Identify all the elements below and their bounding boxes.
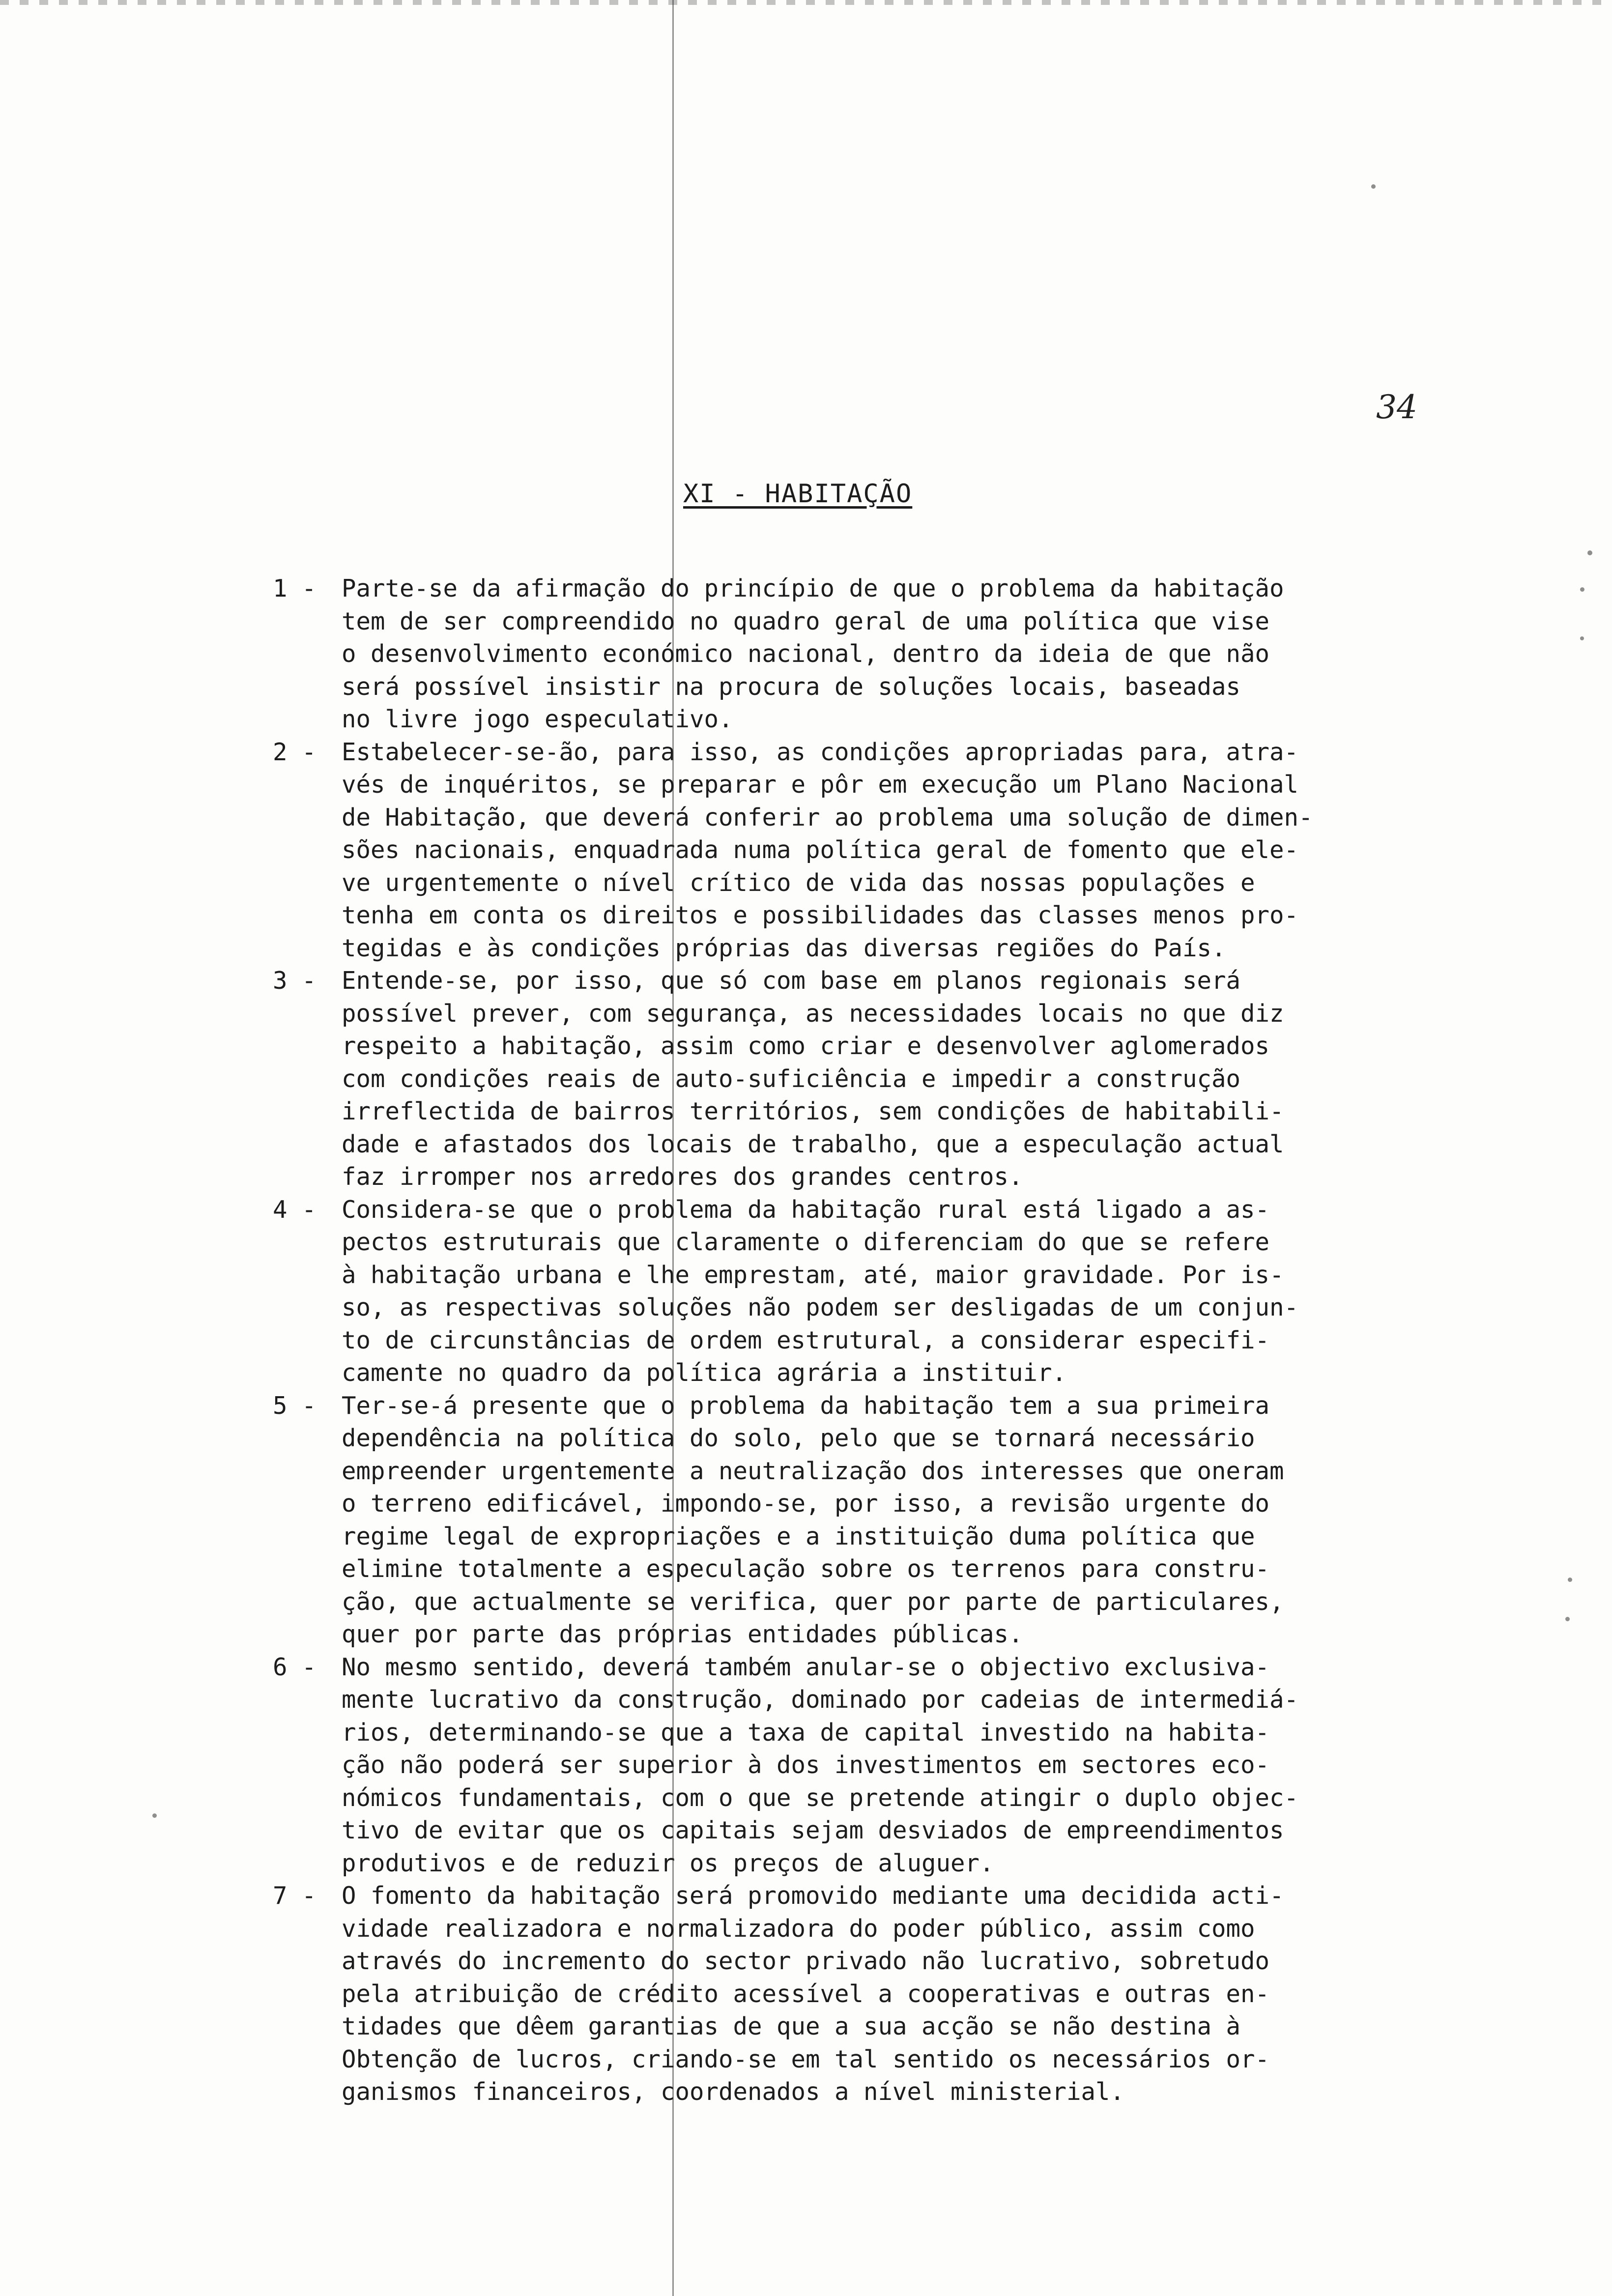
text-line: Estabelecer-se-ão, para isso, as condições apropriadas para, atra-	[342, 738, 1299, 766]
item-number: 4 -	[273, 1195, 317, 1224]
text-line: Ter-se-á presente que o problema da habitação tem a sua primeira	[342, 1391, 1270, 1420]
text-line: dependência na política do solo, pelo que se tornará necessário	[342, 1424, 1255, 1452]
item-number: 1 -	[273, 574, 317, 603]
list-item-5	[273, 1390, 1511, 1651]
text-line: produtivos e de reduzir os preços de aluguer.	[342, 1849, 994, 1877]
scan-top-edge	[0, 0, 1612, 5]
text-line: tivo de evitar que os capitais sejam desviados de empreendimentos	[342, 1816, 1284, 1844]
text-line: tenha em conta os direitos e possibilidades das classes menos pro-	[342, 901, 1299, 929]
list-item-3	[273, 965, 1511, 1194]
text-line: rios, determinando-se que a taxa de capital investido na habita-	[342, 1718, 1270, 1747]
text-line: à habitação urbana e lhe emprestam, até, maior gravidade. Por is-	[342, 1261, 1284, 1289]
text-line: O fomento da habitação será promovido mediante uma decidida acti-	[342, 1882, 1284, 1910]
text-line: to de circunstâncias de ordem estrutural, a considerar especifi-	[342, 1326, 1270, 1354]
text-line: com condições reais de auto-suficiência e impedir a construção	[342, 1064, 1241, 1093]
text-line: tem de ser compreendido no quadro geral de uma política que vise	[342, 607, 1270, 635]
section-title: XI - HABITAÇÃO	[683, 479, 913, 509]
text-line: será possível insistir na procura de soluções locais, baseadas	[342, 672, 1241, 701]
text-line: ve urgentemente o nível crítico de vida das nossas populações e	[342, 868, 1255, 897]
scan-speck	[1568, 1578, 1572, 1582]
scan-speck	[152, 1813, 157, 1818]
item-number: 6 -	[273, 1653, 317, 1681]
text-line: mente lucrativo da construção, dominado por cadeias de intermediá-	[342, 1686, 1299, 1714]
item-number: 7 -	[273, 1882, 317, 1910]
text-line: ção não poderá ser superior à dos investimentos em sectores eco-	[342, 1751, 1270, 1779]
text-line: Considera-se que o problema da habitação rural está ligado a as-	[342, 1195, 1270, 1224]
text-line: pela atribuição de crédito acessível a cooperativas e outras en-	[342, 1980, 1270, 2008]
text-line: Entende-se, por isso, que só com base em planos regionais será	[342, 967, 1241, 995]
text-line: elimine totalmente a especulação sobre os terrenos para constru-	[342, 1555, 1270, 1583]
text-line: tegidas e às condições próprias das diversas regiões do País.	[342, 934, 1226, 962]
list-item-7	[273, 1880, 1511, 2109]
numbered-list	[273, 573, 1511, 2109]
text-line: empreender urgentemente a neutralização dos interesses que oneram	[342, 1457, 1284, 1485]
text-line: respeito a habitação, assim como criar e desenvolver aglomerados	[342, 1032, 1270, 1060]
text-line: quer por parte das próprias entidades públicas.	[342, 1620, 1023, 1648]
text-line: o desenvolvimento económico nacional, dentro da ideia de que não	[342, 640, 1270, 668]
scan-speck	[1565, 1617, 1570, 1621]
text-line: vés de inquéritos, se preparar e pôr em execução um Plano Nacional	[342, 771, 1299, 799]
text-line: irreflectida de bairros territórios, sem condições de habitabili-	[342, 1097, 1284, 1125]
text-line: Obtenção de lucros, criando-se em tal sentido os necessários or-	[342, 2045, 1270, 2073]
text-line: Parte-se da afirmação do princípio de que o problema da habitação	[342, 574, 1284, 603]
list-item-1	[273, 573, 1511, 736]
list-item-4	[273, 1194, 1511, 1390]
scan-speck	[1371, 184, 1376, 189]
text-line: so, as respectivas soluções não podem ser desligadas de um conjun-	[342, 1293, 1299, 1321]
scan-speck	[1580, 636, 1584, 640]
page-number: 34	[1376, 388, 1417, 426]
text-line: de Habitação, que deverá conferir ao problema uma solução de dimen-	[342, 803, 1313, 832]
text-line: através do incremento do sector privado não lucrativo, sobretudo	[342, 1947, 1270, 1975]
text-line: nómicos fundamentais, com o que se pretende atingir o duplo objec-	[342, 1783, 1299, 1812]
text-line: No mesmo sentido, deverá também anular-se o objectivo exclusiva-	[342, 1653, 1270, 1681]
item-number: 3 -	[273, 967, 317, 995]
text-line: dade e afastados dos locais de trabalho, que a especulação actual	[342, 1130, 1284, 1158]
scan-speck	[1580, 587, 1584, 592]
text-line: camente no quadro da política agrária a instituir.	[342, 1359, 1067, 1387]
text-line: tidades que dêem garantias de que a sua acção se não destina à	[342, 2012, 1241, 2040]
text-line: o terreno edificável, impondo-se, por isso, a revisão urgente do	[342, 1490, 1270, 1518]
scan-speck	[1587, 550, 1592, 555]
text-line: regime legal de expropriações e a instituição duma política que	[342, 1522, 1255, 1550]
list-item-6	[273, 1651, 1511, 1880]
text-line: sões nacionais, enquadrada numa política geral de fomento que ele-	[342, 836, 1299, 864]
text-line: ção, que actualmente se verifica, quer por parte de particulares,	[342, 1587, 1284, 1616]
text-line: pectos estruturais que claramente o diferenciam do que se refere	[342, 1228, 1270, 1256]
item-number: 2 -	[273, 738, 317, 766]
text-line: no livre jogo especulativo.	[342, 705, 733, 733]
text-line: faz irromper nos arredores dos grandes centros.	[342, 1163, 1023, 1191]
text-line: vidade realizadora e normalizadora do poder público, assim como	[342, 1914, 1255, 1943]
list-item-2	[273, 736, 1511, 965]
text-line: ganismos financeiros, coordenados a nível ministerial.	[342, 2078, 1125, 2106]
item-number: 5 -	[273, 1391, 317, 1420]
text-line: possível prever, com segurança, as necessidades locais no que diz	[342, 999, 1284, 1028]
